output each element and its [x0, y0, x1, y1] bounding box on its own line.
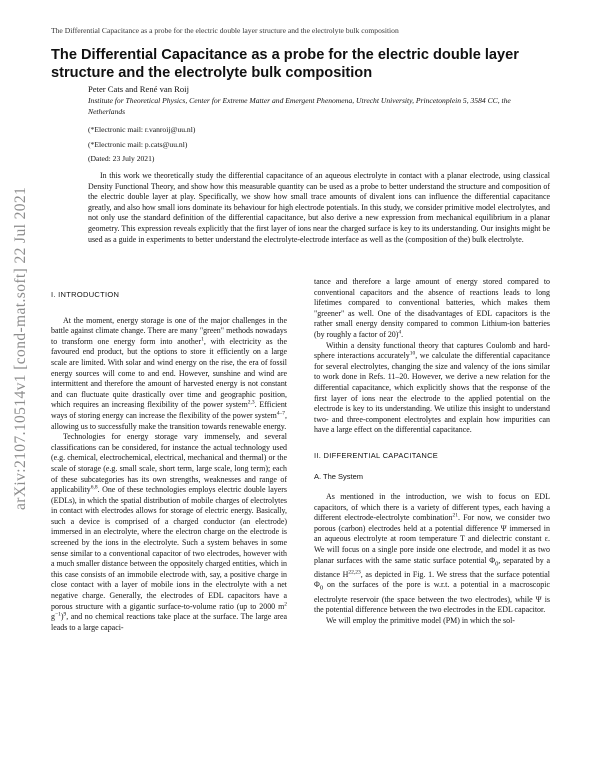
intro-paragraph-3: tance and therefore a large amount of energy stored compared to conventional capacitors and the absence of reactions leads to long lifetimes compared to conventional batteries, which makes them "greener" as well. One of the disadvantages of EDL capacitors is the rather small energy density compared to common Lithium-ion batteries (by roughly a factor of 20)$^4$. — [314, 277, 550, 339]
system-paragraph-2: We will employ the primitive model (PM) in which the sol- — [326, 615, 515, 625]
authors: Peter Cats and René van Roij — [88, 84, 189, 94]
intro-paragraph-2: Technologies for energy storage vary immensely, and several classifications can be considered, for instance the actual technology used (e.g. chemical, electrochemical, electrical, mechanical and thermal) or the scale of storage (e.g. small scale, short term, large scale, long term); each of these subcategories has its own strengths, weaknesses and range of applicability$^{6,8}$. One of these technologies employs electric double layers (EDLs), in which the spatial distribution of mobile charges of electrolytes in contact with electrodes allows for storage of electric energy. Basically, such a device is comprised of a charged conductor (an electrode) immersed in an electrolyte, where the electron charge on the electrode is screened by the ions in the electrolyte. Such a system behaves in some sense similar to a conventional capacitor of two electrodes, however with a much smaller distance between the oppositely charged entities, which in this case consists of an immobile electrode with, say, a positive charge in close contact with a layer of mobile ions in the electrolyte with a net negative charge. Generally, the electrodes of EDL capacitors have a porous structure with a gigantic surface-to-volume ratio (up to 2000 $m^2$ $g^{-1})^9$, and no chemical reactions take place at the surface. The large area leads to a large capaci- — [51, 432, 287, 632]
ref-citation: 2,3 — [247, 399, 255, 406]
left-column — [51, 290, 287, 633]
section-heading-introduction: I. INTRODUCTION — [51, 290, 120, 299]
arxiv-identifier: arXiv:2107.10514v1 [cond-mat.soft] 22 Jul 2021 — [12, 186, 29, 510]
email-vanroij: (*Electronic mail: r.vanroij@uu.nl) — [88, 125, 196, 134]
subsection-heading-the-system: A. The System — [314, 471, 364, 481]
ref-citation: 4 — [398, 329, 402, 336]
running-head: The Differential Capacitance as a probe for the electric double layer structure and the electrolyte bulk composition — [51, 26, 399, 35]
email-cats: (*Electronic mail: p.cats@uu.nl) — [88, 140, 188, 149]
dated-line: (Dated: 23 July 2021) — [88, 154, 155, 163]
ref-citation: 4–7 — [276, 410, 286, 417]
system-paragraph-1: As mentioned in the introduction, we wish to focus on EDL capacitors, of which there is a variety of different types, each having a different electrode-electrolyte combination$^{21}$. For now, we consider two porous (carbon) electrodes held at a potential difference Ψ immersed in an aqueous electrolyte at room temperature T and dielectric constant ε. We will focus on a single pore inside one electrode, and model it as two planar surfaces with the same static surface potential $\Phi_0$, separated by a distance H$^{22,23}$, as depicted in Fig. 1. We stress that the surface potential $\Phi_0$ on the surfaces of the pore is w.r.t. a potential in a macroscopic electrolyte reservoir (the space between the two electrodes), while Ψ is the potential difference between the two electrodes in the EDL capacitor. — [314, 492, 550, 615]
abstract: In this work we theoretically study the differential capacitance of an aqueous electrolyte in contact with a planar electrode, using classical Density Functional Theory, and show how this measurable quantity can be used as a probe to better understand the structure and composition of the electric double layer at play. Specifically, we show how small trace amounts of divalent ions can influence the differential capacitance greatly, and also how small ions dominate its behaviour for high electrode potentials. In this study, we consider primitive model electrolytes, and not only use the standard definition of the differential capacitance, but also derive a new expression from mechanical equilibrium in a planar geometry. This expression reveals explicitly that the first layer of ions near the charged surface is key to its understanding. Our insights might be used as a guide in experiments to better understand the electrolyte-electrode interface as well as the (composition of the) bulk electrolyte. — [88, 171, 550, 244]
right-column — [314, 277, 550, 626]
ref-citation: 21 — [452, 512, 458, 519]
ref-citation: 1 — [201, 336, 204, 343]
intro-paragraph-4: Within a density functional theory that captures Coulomb and hard-sphere interactions accurately$^{10}$, we calculate the differential capacitance for several electrolytes, changing the size and valency of the ions similar to work done in Refs. 11–20. However, we derive a new relation for the differential capacitance, which explicitly shows that the response of the first layer of ions near the electrode to the applied potential on the electrode is key to its understanding. We utilize this insight to understand two- and three-component electrolytes and explain how impurities can have a large effect on the differential capacitance. — [314, 340, 550, 435]
paper-title: The Differential Capacitance as a probe for the electric double layer structure and the electrolyte bulk composition — [51, 47, 519, 81]
section-heading-differential-capacitance: II. DIFFERENTIAL CAPACITANCE — [314, 450, 439, 460]
ref-citation: 10 — [409, 350, 416, 357]
intro-paragraph-1: At the moment, energy storage is one of the major challenges in the battle against climate change. There are many "green" methods nowadays to transform one energy form into another$^1$, with electricity as the favoured end product, but the options to store it efficiently on a large scale are limited. With solar and wind energy on the rise, the era of fossil energy sources will come to and end. However, sunshine and wind are intermittent and therefore the amount of harvested energy is not constant and can fluctuate quite drastically over time and geographic position, which requires an increasing flexibility of the power system$^{2,3}$. Efficient ways of storing energy can increase the flexibility of the power system$^{4-7}$, allowing us to successfully make the transition towards renewable energy. — [51, 315, 288, 431]
ref-citation: 9 — [63, 611, 67, 618]
affiliation: Institute for Theoretical Physics, Center for Extreme Matter and Emergent Phenomena, Utrecht University, Princetonplein 5, 3584 CC, the Netherlands — [88, 96, 511, 116]
ref-citation: 6,8 — [90, 484, 98, 491]
ref-citation: 22,23 — [348, 569, 361, 576]
